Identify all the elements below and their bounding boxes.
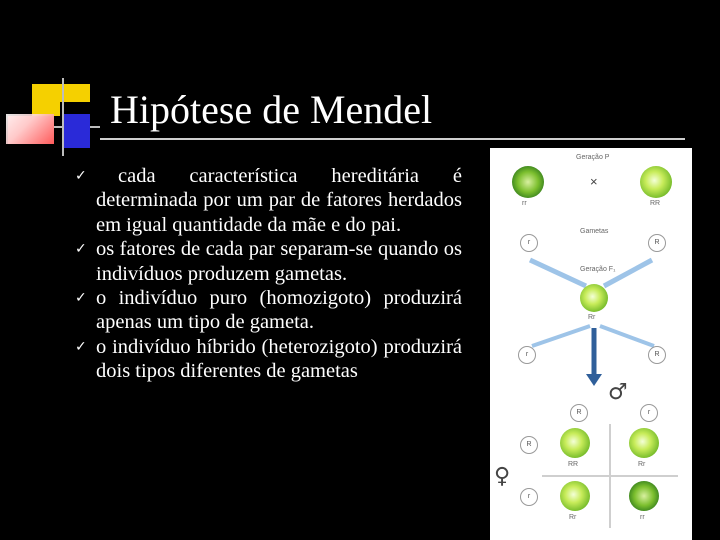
punnett-cell: [542, 424, 609, 475]
punnett-cell: [611, 424, 678, 475]
round-pea-icon: [640, 166, 672, 198]
punnett-square: [542, 424, 678, 528]
wrinkled-pea-icon: [629, 481, 659, 511]
checkmark-icon: ✓: [75, 168, 87, 184]
gamete-r: r: [518, 346, 536, 364]
checkmark-icon: ✓: [75, 241, 87, 258]
male-symbol: ♂: [608, 380, 628, 405]
round-pea-icon: [629, 428, 659, 458]
round-pea-icon: [560, 481, 590, 511]
slide-decoration: [0, 78, 100, 158]
checkmark-icon: ✓: [75, 338, 87, 355]
female-symbol: ♀: [494, 464, 511, 489]
bullet-text: o indivíduo puro (homozigoto) produzirá apenas um tipo de gameta.: [96, 287, 462, 334]
parent2-genotype: RR: [650, 200, 661, 207]
bullet-item: [75, 286, 462, 335]
female-gamete-r: r: [520, 488, 538, 506]
gamete-r: r: [520, 234, 538, 252]
parent1-genotype: rr: [522, 200, 527, 207]
gamete-R: R: [648, 346, 666, 364]
male-gamete-R: R: [570, 404, 588, 422]
male-gamete-r: r: [640, 404, 658, 422]
f1-pea-icon: [580, 284, 608, 312]
checkmark-icon: ✓: [75, 290, 87, 307]
punnett-genotype: Rr: [638, 461, 646, 468]
cross-symbol: ×: [590, 174, 598, 189]
bullet-text: cada característica hereditária é determinada por um par de fatores herdados em igual quantidade da mãe e do pai.: [96, 165, 462, 236]
punnett-cell: [611, 477, 678, 528]
f1-generation-label: Geração F₁: [580, 266, 616, 273]
gametes-label: Gametas: [580, 228, 609, 235]
bullet-item: [75, 237, 462, 286]
f1-genotype: Rr: [588, 314, 596, 321]
bullet-item: [75, 164, 462, 237]
punnett-cell: [542, 477, 609, 528]
wrinkled-pea-icon: [512, 166, 544, 198]
round-pea-icon: [560, 428, 590, 458]
punnett-genotype: Rr: [569, 514, 577, 521]
gamete-R: R: [648, 234, 666, 252]
punnett-genotype: rr: [640, 514, 645, 521]
mendel-cross-figure: [490, 148, 692, 540]
parental-generation-label: Geração P: [576, 154, 610, 161]
bullet-item: [75, 335, 462, 384]
title-underline: [100, 138, 685, 140]
bullet-text: os fatores de cada par separam-se quando os indivíduos produzem gametas.: [96, 238, 462, 285]
bullet-text: o indivíduo híbrido (heterozigoto) produzirá dois tipos diferentes de gametas: [96, 335, 462, 383]
bullet-list: [75, 164, 462, 384]
female-gamete-R: R: [520, 436, 538, 454]
punnett-genotype: RR: [568, 461, 579, 468]
slide-title: Hipótese de Mendel: [110, 87, 433, 132]
